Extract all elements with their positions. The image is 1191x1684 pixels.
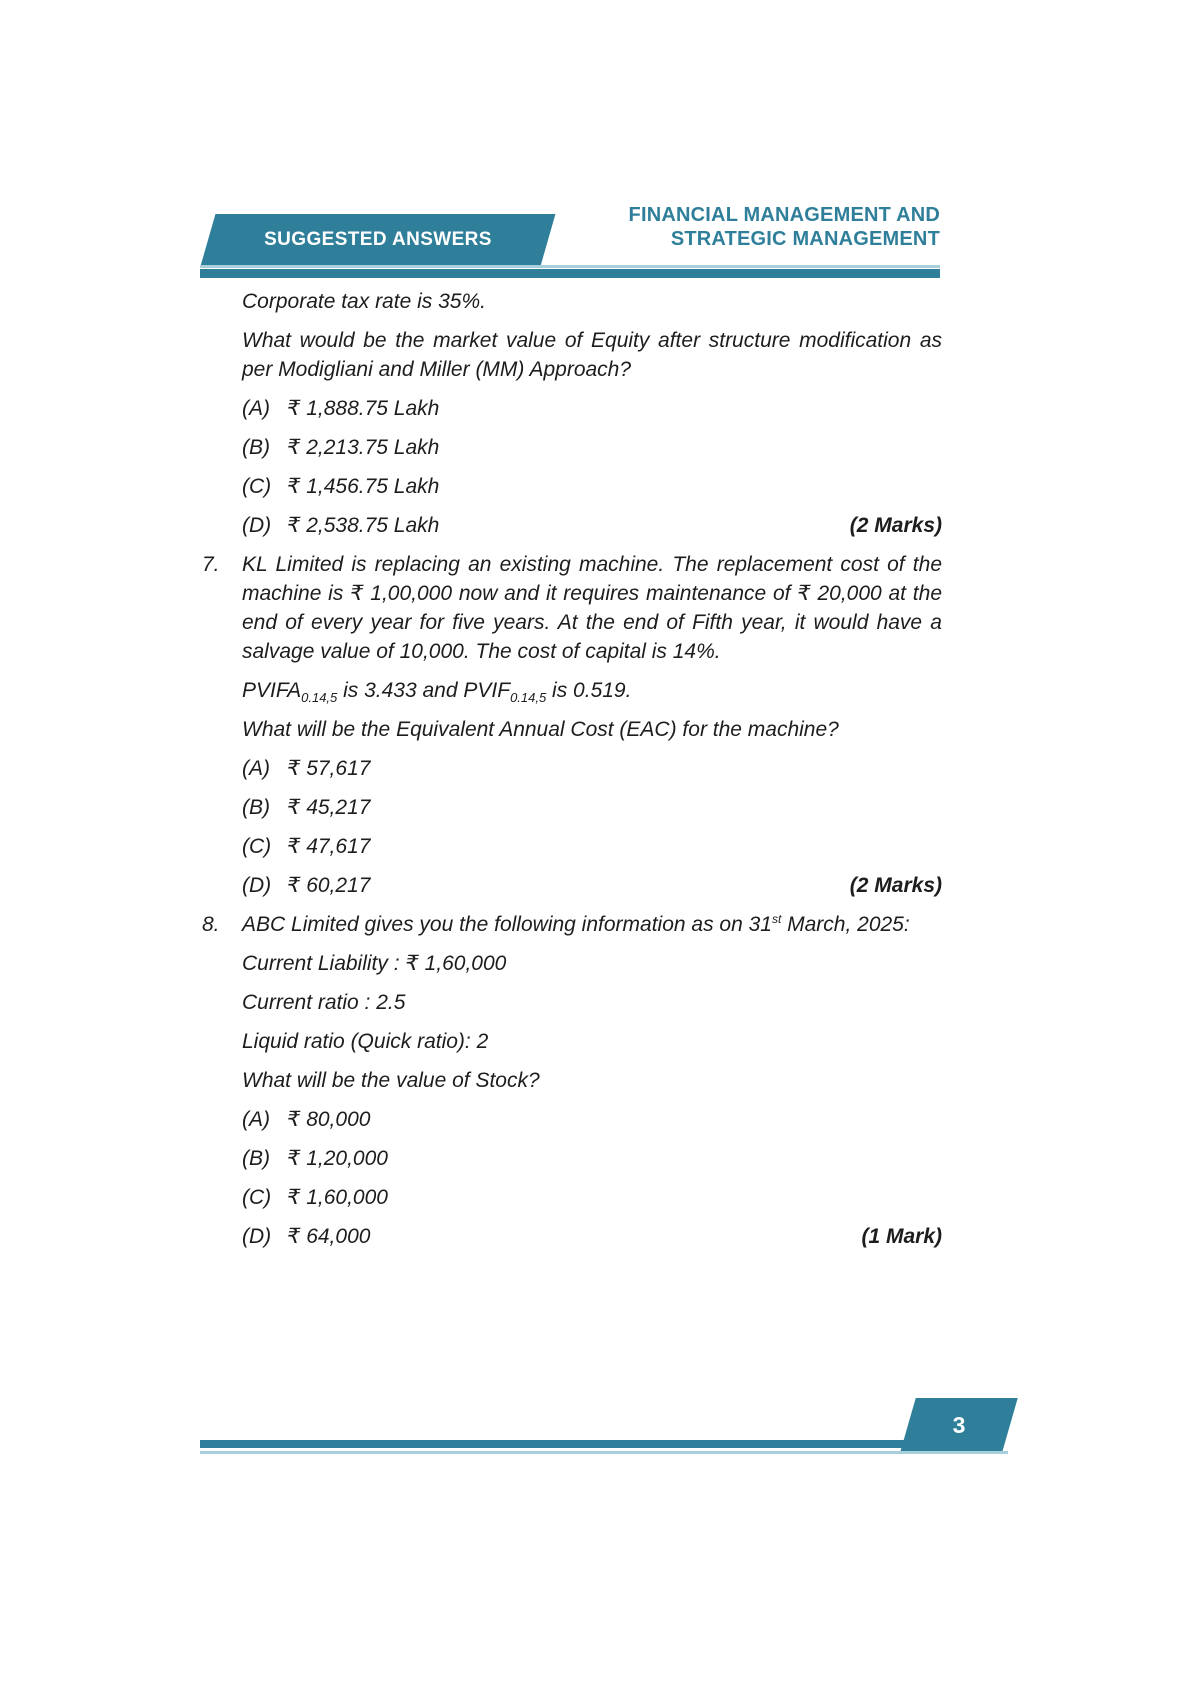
option-label: (D) xyxy=(242,874,272,897)
option-row-c xyxy=(242,832,942,861)
option-row-d xyxy=(242,871,942,900)
question-number: 8. xyxy=(202,913,220,936)
question-8-block xyxy=(200,910,942,1251)
option-label: (B) xyxy=(242,1147,270,1170)
option-value: ₹ 2,213.75 Lakh xyxy=(287,436,440,459)
option-row-a xyxy=(242,394,942,423)
option-row-a xyxy=(242,754,942,783)
option-label: (C) xyxy=(242,475,272,498)
data-line: Liquid ratio (Quick ratio): 2 xyxy=(242,1030,489,1053)
option-label: (D) xyxy=(242,514,272,537)
data-line: Current Liability : ₹ 1,60,000 xyxy=(242,952,507,975)
option-row-a xyxy=(242,1105,942,1134)
pvifa-text: PVIFA xyxy=(242,679,302,702)
option-label: (B) xyxy=(242,796,270,819)
data-line: Current ratio : 2.5 xyxy=(242,991,406,1014)
option-value: ₹ 80,000 xyxy=(287,1108,371,1131)
option-value: ₹ 60,217 xyxy=(287,874,371,897)
pvifa-subscript: 0.14,5 xyxy=(510,690,547,706)
page-number: 3 xyxy=(952,1411,966,1438)
option-label: (D) xyxy=(242,1225,272,1248)
header-title-line-2: STRATEGIC MANAGEMENT xyxy=(670,228,940,250)
pvifa-text: is 3.433 and PVIF xyxy=(337,679,511,702)
header-rule xyxy=(200,269,940,278)
option-value: ₹ 64,000 xyxy=(287,1225,371,1248)
question-6-block xyxy=(200,287,942,540)
option-value: ₹ 45,217 xyxy=(287,796,371,819)
option-label: (B) xyxy=(242,436,270,459)
question-paragraph: KL Limited is replacing an existing machine. The replacement cost of the machine is ₹ 1,00,000 now and it requires maintenance of ₹ 20,000 at the end of every year for five years. At the end of Fifth year, it would have a salvage value of 10,000. The cost of capital is 14%. xyxy=(242,553,942,663)
footer-rule xyxy=(200,1440,908,1448)
option-value: ₹ 57,617 xyxy=(287,757,371,780)
option-label: (A) xyxy=(242,397,270,420)
option-row-b xyxy=(242,433,942,462)
pvifa-line xyxy=(242,676,942,705)
pvifa-text: is 0.519. xyxy=(546,679,632,702)
footer-rule-light xyxy=(200,1451,1008,1454)
marks-badge: (1 Mark) xyxy=(861,1225,942,1248)
header-title-line-1: FINANCIAL MANAGEMENT AND xyxy=(628,204,940,226)
marks-badge: (2 Marks) xyxy=(849,874,942,897)
intro-text: March, 2025: xyxy=(781,913,910,936)
option-value: ₹ 1,60,000 xyxy=(287,1186,388,1209)
option-value: ₹ 47,617 xyxy=(287,835,371,858)
question-paragraph: What would be the market value of Equity after structure modification as per Modigliani and Miller (MM) Approach? xyxy=(242,329,942,381)
question-paragraph: What will be the value of Stock? xyxy=(242,1069,540,1092)
question-number: 7. xyxy=(202,553,220,576)
option-row-d xyxy=(242,1222,942,1251)
option-row-c xyxy=(242,472,942,501)
pvifa-subscript: 0.14,5 xyxy=(301,690,338,706)
option-value: ₹ 2,538.75 Lakh xyxy=(287,514,440,537)
header-rule-light xyxy=(200,265,940,268)
suggested-answers-label: SUGGESTED ANSWERS xyxy=(264,229,492,250)
marks-badge: (2 Marks) xyxy=(849,514,942,537)
question-intro-line xyxy=(242,910,942,939)
option-value: ₹ 1,456.75 Lakh xyxy=(287,475,440,498)
option-row-b xyxy=(242,793,942,822)
option-value: ₹ 1,20,000 xyxy=(287,1147,388,1170)
ordinal-superscript: st xyxy=(771,912,782,926)
option-value: ₹ 1,888.75 Lakh xyxy=(287,397,440,420)
question-7-block xyxy=(200,550,942,900)
intro-text: ABC Limited gives you the following information as on 31 xyxy=(242,913,772,936)
page-content xyxy=(200,287,942,1261)
option-label: (A) xyxy=(242,1108,270,1131)
question-paragraph: Corporate tax rate is 35%. xyxy=(242,290,486,313)
option-label: (C) xyxy=(242,835,272,858)
option-row-c xyxy=(242,1183,942,1212)
option-row-d xyxy=(242,511,942,540)
option-label: (C) xyxy=(242,1186,272,1209)
option-label: (A) xyxy=(242,757,270,780)
option-row-b xyxy=(242,1144,942,1173)
question-paragraph: What will be the Equivalent Annual Cost (EAC) for the machine? xyxy=(242,718,839,741)
header-title xyxy=(629,203,940,251)
